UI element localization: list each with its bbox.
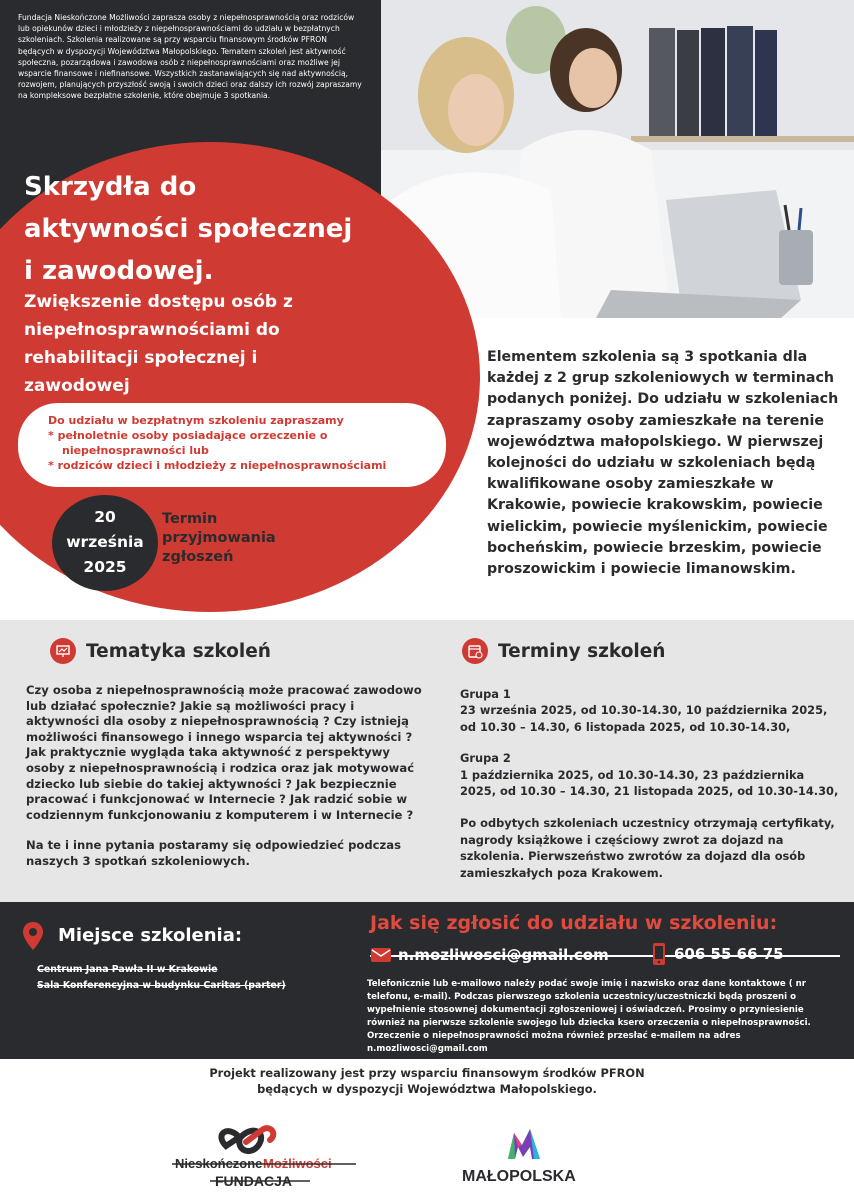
deadline-line-2: przyjmowania — [162, 530, 276, 546]
photo-illustration — [381, 0, 854, 318]
apply-heading: Jak się zgłosić do udziału w szkoleniu: — [370, 912, 778, 934]
malopolska-wordmark: MAŁOPOLSKA — [462, 1168, 576, 1185]
funding-note — [150, 1065, 704, 1097]
invite-line-4: * rodziców dzieci i młodzieży z niepełnosprawnościami — [48, 459, 387, 472]
calendar-icon — [462, 638, 488, 664]
fund-name-b: Możliwości — [263, 1156, 332, 1171]
invite-text — [48, 413, 438, 473]
photo-women-at-laptop — [381, 0, 854, 318]
subtitle-line-4: zawodowej — [24, 376, 130, 396]
funding-line-1: Projekt realizowany jest przy wsparciu finansowym środków PFRON — [209, 1066, 645, 1080]
place-line-2: Sala Konferencyjna w budynku Caritas (parter) — [37, 980, 286, 991]
group2-label: Grupa 2 — [460, 751, 511, 766]
location-pin-icon — [22, 921, 44, 955]
email-contact[interactable] — [370, 946, 609, 964]
date-year: 2025 — [83, 558, 127, 576]
phone-contact[interactable] — [652, 942, 784, 966]
fund-name-a: Nieskończone — [175, 1156, 263, 1171]
invite-line-3: niepełnosprawności lub — [62, 444, 209, 457]
certificate-note: Po odbytych szkoleniach uczestnicy otrzymają certyfikaty, nagrody książkowe i częściowy zwrot za dojazd na szkolenia. Pierwszeństwo zwrotów za dojazd dla osób zamieszkałych poza Krakowem. — [460, 816, 835, 880]
invite-line-1: Do udziału w bezpłatnym szkoleniu zapraszamy — [48, 414, 344, 427]
presentation-chart-icon — [50, 638, 76, 664]
malopolska-logo — [460, 1125, 600, 1195]
place-address — [37, 962, 286, 994]
title-line-3: i zawodowej. — [24, 256, 214, 286]
date-month: września — [66, 533, 144, 551]
fund-word: FUNDACJA — [215, 1173, 292, 1189]
foundation-logo — [170, 1120, 360, 1190]
eligibility-paragraph: Elementem szkolenia są 3 spotkania dla każdej z 2 grup szkoleniowych w terminach podanych poniżej. Do udziału w szkoleniach zapraszamy osoby zamieszkałe na terenie województwa małopolskiego. W pierwszej kolejności do udziału w szkoleniach będą kwalifikowane osoby zamieszkałe w Krakowie, powiecie krakowskim, powiecie wielickim, powiecie myślenickim, powiecie bocheńskim, powiecie brzeskim, powiecie proszowickim i powiecie limanowskim. — [487, 349, 839, 578]
phone-number[interactable]: 606 55 66 75 — [674, 945, 784, 963]
subtitle-line-3: rehabilitacji społecznej i — [24, 348, 258, 368]
envelope-icon — [370, 947, 392, 963]
subtitle-line-1: Zwiększenie dostępu osób z — [24, 292, 293, 312]
title-line-1: Skrzydła do — [24, 172, 197, 202]
topics-body — [26, 683, 426, 870]
page-title — [24, 166, 404, 292]
topics-header — [50, 638, 271, 664]
phone-icon — [652, 942, 666, 966]
schedule-heading: Terminy szkoleń — [498, 640, 666, 662]
email-link[interactable]: n.mozliwosci@gmail.com — [398, 946, 609, 964]
deadline-line-1: Termin — [162, 511, 218, 527]
contact-row — [370, 946, 840, 966]
schedule-header — [462, 638, 665, 664]
topics-questions: Czy osoba z niepełnosprawnością może pracować zawodowo lub działać społecznie? Jakie są możliwości pracy i aktywności dla osoby z niepełnosprawnością ? Czy istnieją możliwości finansowego i innego wsparcia tej aktywności ? Jak praktycznie wygląda taka aktywność z perspektywy osoby z niepełnosprawnością i rodzica oraz jak motywować dziecko lub siebie do takiej aktywności ? Jak bezpiecznie pracować i funkcjonować w Internecie ? Jak radzić sobie w codziennym funkcjonowaniu z komputerem i w Internecie ? — [26, 683, 422, 822]
place-heading: Miejsce szkolenia: — [58, 925, 243, 946]
group1-label: Grupa 1 — [460, 687, 511, 701]
schedule-body — [460, 686, 840, 881]
group1-dates: 23 września 2025, od 10.30-14.30, 10 października 2025, od 10.30 – 14.30, 6 listopada 2025, od 10.30-14.30, — [460, 703, 828, 734]
apply-instructions: Telefonicznie lub e-mailowo należy podać swoje imię i nazwisko oraz dane kontaktowe ( nr telefonu, e-mail). Podczas pierwszego szkolenia uczestnicy/uczestniczki będą proszeni o wypełnienie stosownej dokumentacji zgłoszeniowej i oświadczeń. Prosimy o przyniesienie również na pierwsze szkolenie swojego lub dziecka ksero orzeczenia o niepełnosprawności. Orzeczenie o niepełnosprawności można również przesłać e-mailem na adres n.mozliwosci@gmail.com — [367, 979, 811, 1054]
funding-line-2: będących w dyspozycji Województwa Małopolskiego. — [257, 1082, 597, 1096]
subtitle-line-2: niepełnosprawnościami do — [24, 320, 280, 340]
topics-heading: Tematyka szkoleń — [86, 640, 271, 662]
intro-text: Fundacja Nieskończone Możliwości zaprasza osoby z niepełnosprawnością oraz rodziców lub opiekunów dzieci i młodzieży z niepełnosprawnościami do udziału w bezpłatnych szkoleniach. Szkolenia realizowane są przy wsparciu finansowym środków PFRON będących w dyspozycji Województwa Małopolskiego. Tematem szkoleń jest aktywność społeczna, pozarządowa i zawodowa osób z niepełnosprawnościami oraz możliwe jej wsparcie finansowe i niefinansowe. Wszystkich zastanawiających się nad aktywnością, rozwojem, planujących przyszłość swoją i swoich dzieci oraz dalszy ich rozwój zapraszamy na kompleksowe bezpłatne szkolenie, które obejmuje 3 spotkania. — [18, 13, 362, 101]
group2-dates: 1 października 2025, od 10.30-14.30, 23 października 2025, od 10.30 – 14.30, 21 listopada 2025, od 10.30-14.30, — [460, 767, 839, 799]
page-subtitle — [24, 288, 364, 400]
place-line-1: Centrum Jana Pawła II w Krakowie — [37, 964, 218, 975]
topics-closing: Na te i inne pytania postaramy się odpowiedzieć podczas naszych 3 spotkań szkoleniowych. — [26, 838, 402, 868]
deadline-line-3: zgłoszeń — [162, 549, 234, 565]
infinity-logo-icon — [170, 1120, 360, 1190]
invite-line-2: * pełnoletnie osoby posiadające orzeczenie o — [48, 429, 328, 442]
malopolska-m-icon — [460, 1125, 600, 1195]
date-day: 20 — [94, 508, 116, 526]
deadline-label — [162, 510, 322, 567]
title-line-2: aktywności społecznej — [24, 214, 353, 244]
deadline-date-badge — [52, 495, 158, 591]
